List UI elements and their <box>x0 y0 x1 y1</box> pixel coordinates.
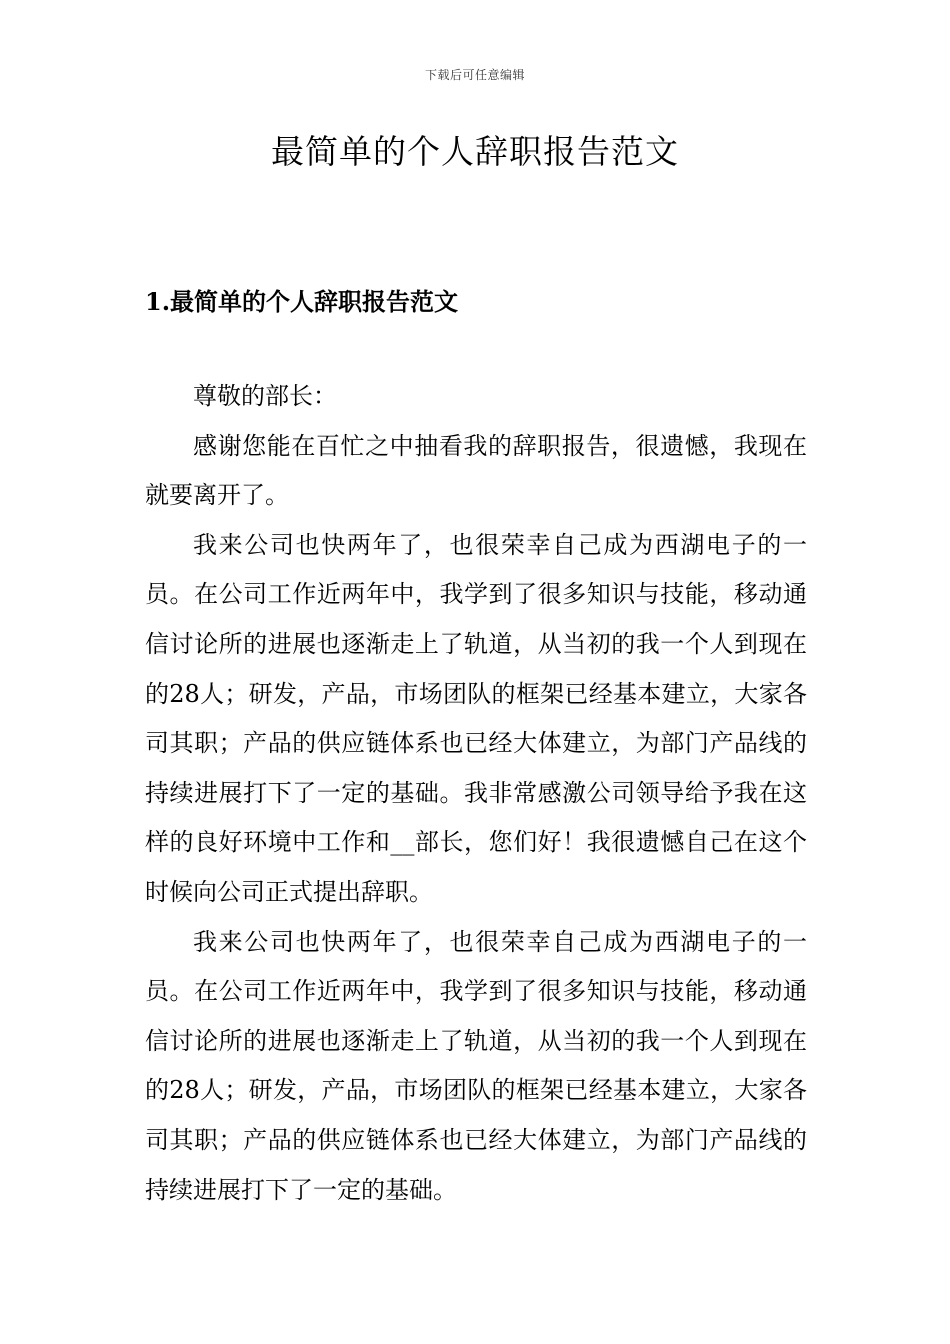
document-title: 最简单的个人辞职报告范文 <box>271 132 679 171</box>
paragraph: 我来公司也快两年了，也很荣幸自己成为西湖电子的一员。在公司工作近两年中，我学到了很多知识与技能，移动通信讨论所的进展也逐渐走上了轨道，从当初的我一个人到现在的28人；研发，产品，市场团队的框架已经基本建立，大家各司其职；产品的供应链体系也已经大体建立，为部门产品线的持续进展打下了一定的基础。 <box>145 927 807 1204</box>
header-note: 下载后可任意编辑 <box>424 68 525 82</box>
document-body <box>145 372 807 1215</box>
paragraph: 我来公司也快两年了，也很荣幸自己成为西湖电子的一员。在公司工作近两年中，我学到了很多知识与技能，移动通信讨论所的进展也逐渐走上了轨道，从当初的我一个人到现在的28人；研发，产品，市场团队的框架已经基本建立，大家各司其职；产品的供应链体系也已经大体建立，为部门产品线的持续进展打下了一定的基础。我非常感激公司领导给予我在这样的良好环境中工作和__部长，您们好！我很遗憾自己在这个时候向公司正式提出辞职。 <box>145 530 807 906</box>
section-heading: 1.最简单的个人辞职报告范文 <box>145 287 459 316</box>
paragraph: 感谢您能在百忙之中抽看我的辞职报告，很遗憾，我现在就要离开了。 <box>145 431 807 510</box>
salutation: 尊敬的部长： <box>193 382 337 410</box>
